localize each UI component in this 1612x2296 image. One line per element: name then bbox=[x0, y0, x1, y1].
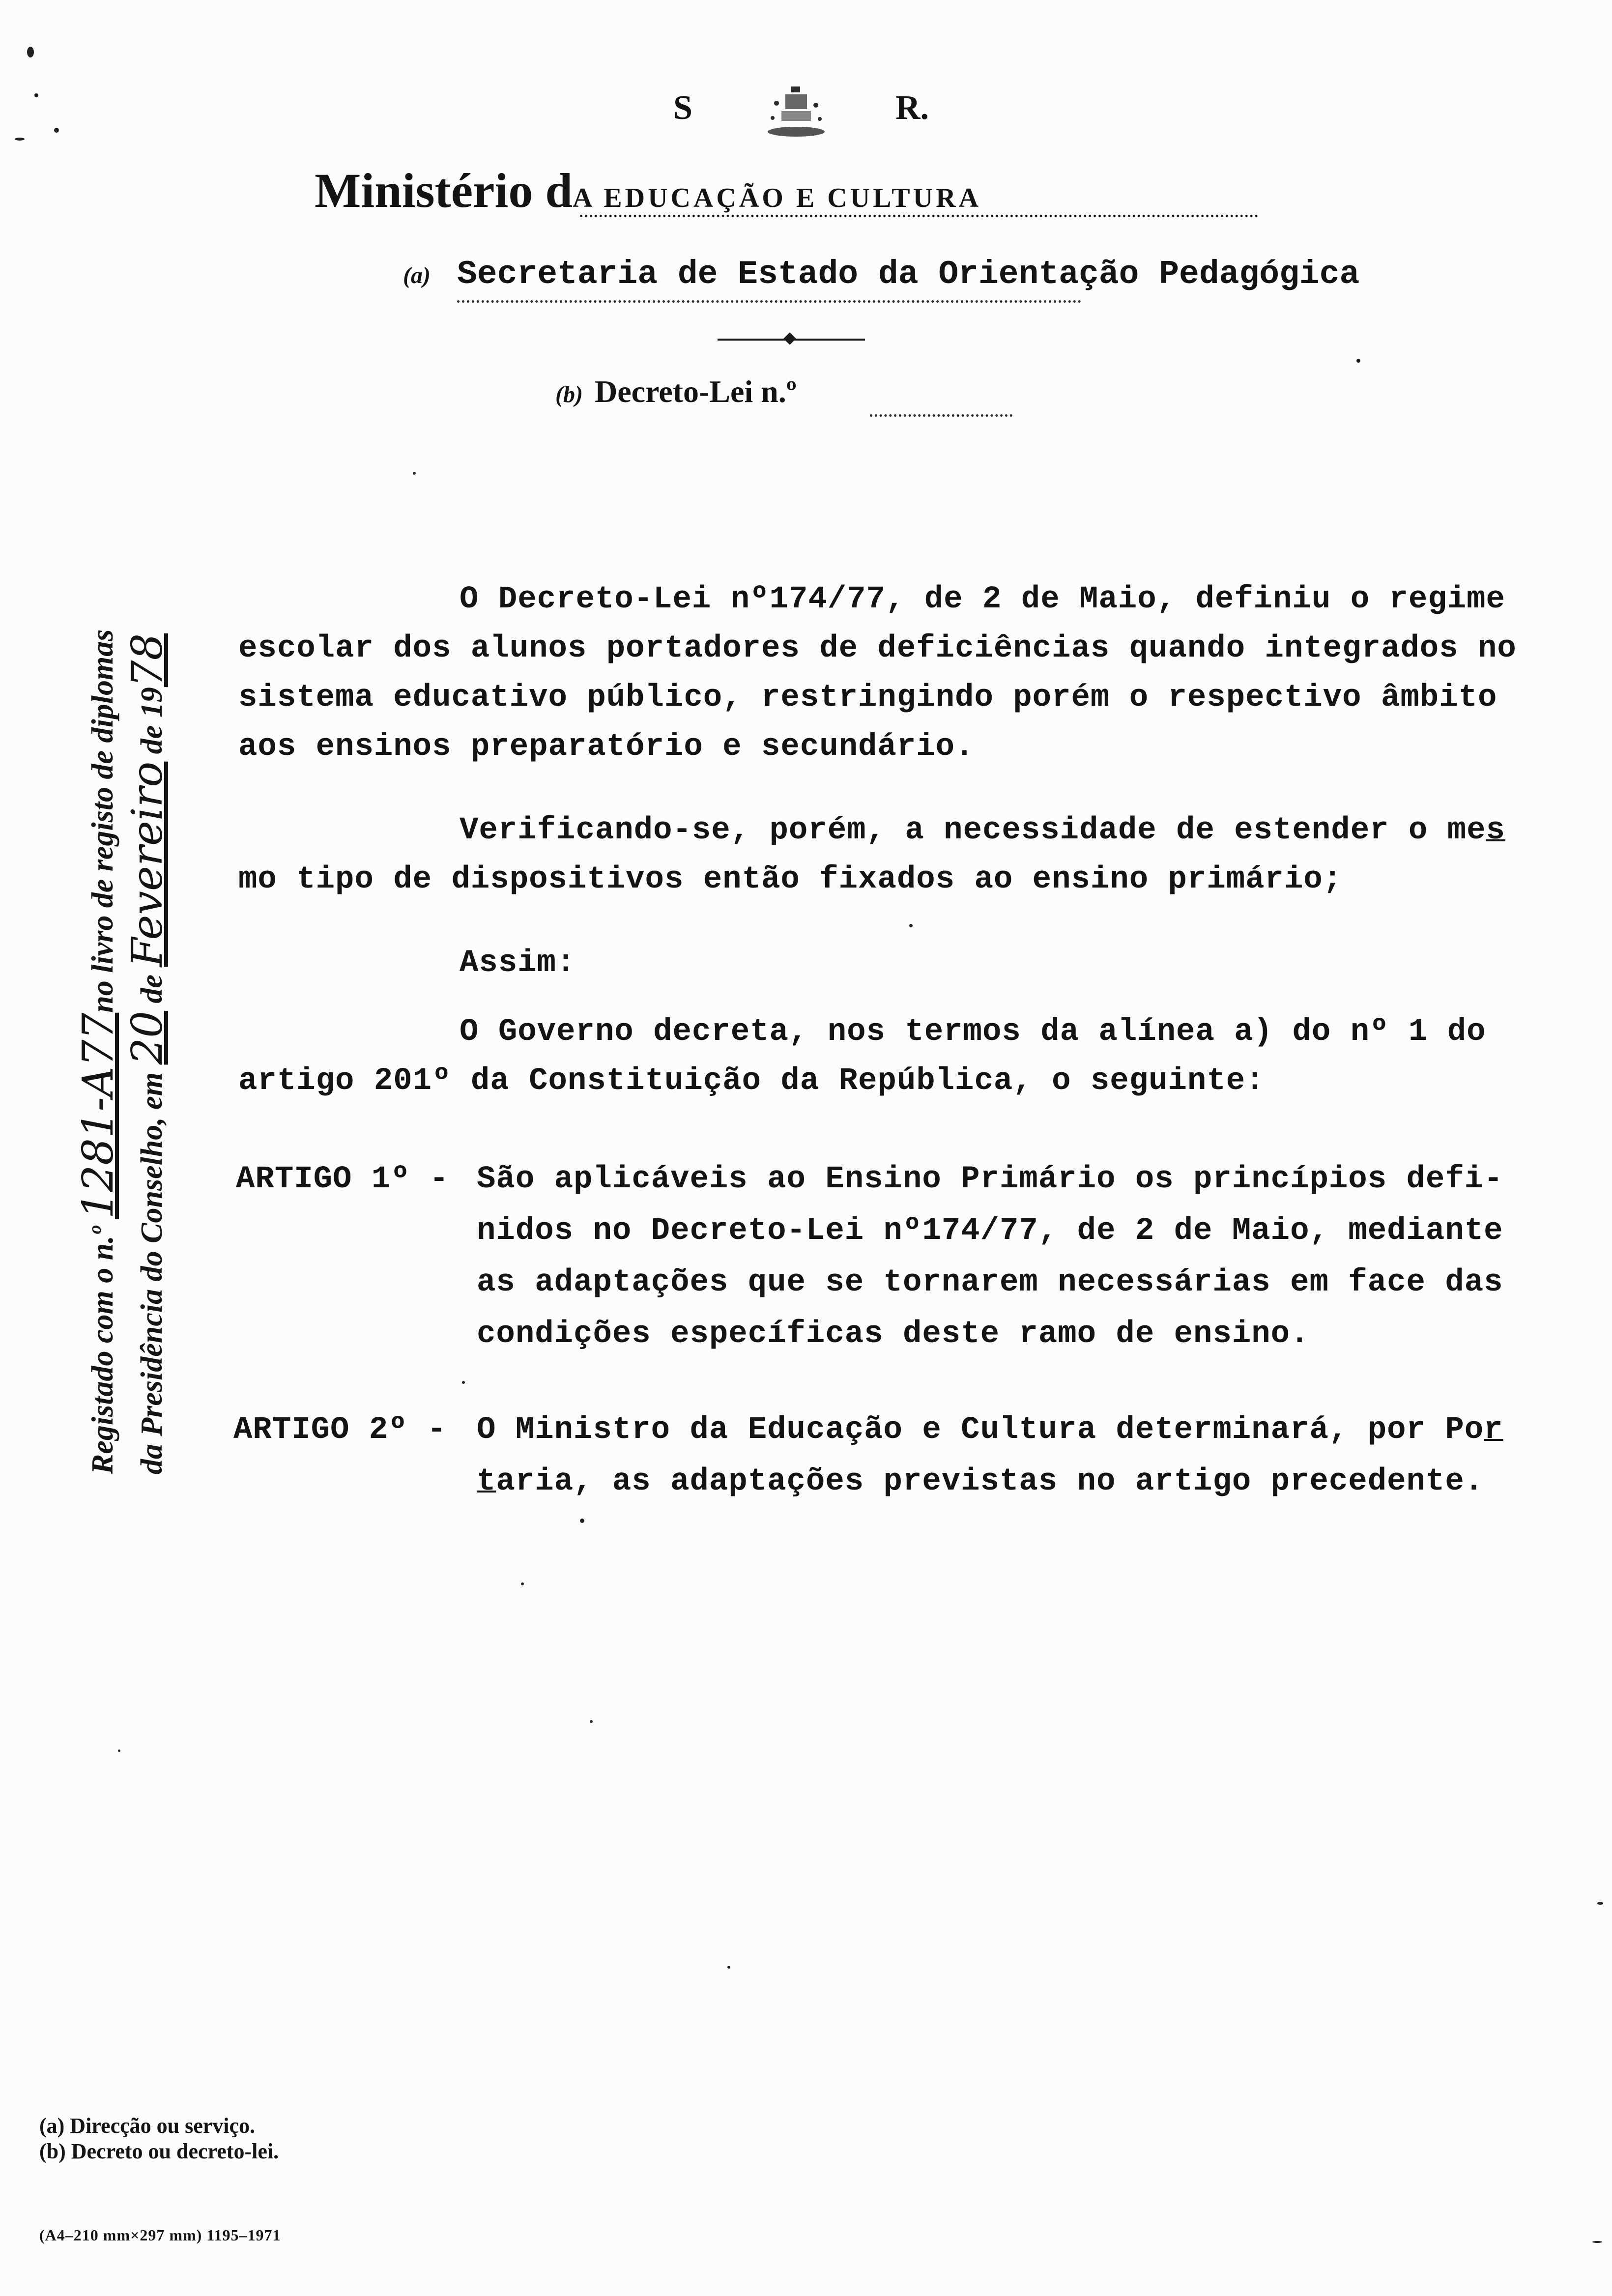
artigo2-line2-text: aria, as adaptações previstas no artigo precedente. bbox=[496, 1464, 1484, 1499]
para1-line3: sistema educativo público, restringindo porém o respectivo âmbito bbox=[238, 680, 1497, 716]
secretaria-dotted-line bbox=[457, 300, 1081, 303]
para1-line1: O Decreto-Lei nº174/77, de 2 de Maio, definiu o regime bbox=[460, 582, 1505, 617]
decreto-line bbox=[555, 373, 1027, 423]
secretaria-line bbox=[403, 256, 1435, 305]
decreto-number-blank bbox=[870, 414, 1012, 417]
para3-line1: O Governo decreta, nos termos da alínea a) do nº 1 do bbox=[460, 1014, 1486, 1050]
para2-line1 bbox=[460, 806, 1505, 855]
registration-year-prefix: de 19 bbox=[135, 687, 169, 754]
artigo2-line2-underlined: t bbox=[477, 1464, 496, 1499]
secretaria-name: Secretaria de Estado da Orientação Pedagógica bbox=[457, 256, 1360, 293]
registration-line1 bbox=[74, 630, 123, 1474]
para2-line2: mo tipo de dispositivos então fixados ao ensino primário; bbox=[238, 862, 1343, 897]
para1-line4: aos ensinos preparatório e secundário. bbox=[238, 729, 975, 765]
para1-line2: escolar dos alunos portadores de deficiências quando integrados no bbox=[238, 631, 1517, 666]
para3-line2: artigo 201º da Constituição da República, o seguinte: bbox=[238, 1063, 1265, 1099]
header-initials bbox=[673, 84, 929, 143]
footnote-b: (b) Decreto ou decreto-lei. bbox=[39, 2139, 279, 2163]
registration-date-prefix: da Presidência do Conselho, em bbox=[135, 1072, 169, 1474]
para2-line1-underlined: s bbox=[1486, 813, 1505, 848]
registration-line2 bbox=[123, 633, 172, 1474]
coat-of-arms-icon bbox=[762, 84, 831, 143]
artigo1-line2: nidos no Decreto-Lei nº174/77, de 2 de Maio, mediante bbox=[477, 1213, 1503, 1249]
header-letter-r: R. bbox=[895, 89, 929, 127]
registration-month: Fevereiro bbox=[123, 761, 172, 967]
registration-prefix: Registado com o n.º bbox=[86, 1226, 119, 1474]
divider-ornament bbox=[718, 334, 865, 344]
ministry-lead: Ministério d bbox=[315, 163, 573, 218]
artigo1-line3: as adaptações que se tornarem necessárias em face das bbox=[477, 1265, 1503, 1300]
artigo1-line4: condições específicas deste ramo de ensino. bbox=[477, 1317, 1310, 1352]
para2-line1-text: Verificando-se, porém, a necessidade de estender o me bbox=[460, 813, 1486, 848]
artigo1-line1: São aplicáveis ao Ensino Primário os princípios defi- bbox=[477, 1162, 1503, 1197]
diamond-icon bbox=[783, 332, 796, 344]
registration-margin-note bbox=[74, 541, 197, 1474]
ministry-dotted-line bbox=[580, 215, 1258, 217]
ministry-name: A EDUCAÇÃO E CULTURA bbox=[572, 183, 981, 213]
registration-suffix: no livro de registo de diplomas bbox=[86, 629, 119, 1013]
assim-line: Assim: bbox=[460, 946, 576, 981]
artigo2-line1-underlined: r bbox=[1484, 1412, 1503, 1448]
decreto-marker: (b) bbox=[555, 381, 583, 407]
artigo2-label: ARTIGO 2º - bbox=[233, 1412, 447, 1448]
artigo2-line1 bbox=[477, 1406, 1503, 1455]
header-letter-s: S bbox=[673, 89, 694, 127]
artigo2-line1-text: O Ministro da Educação e Cultura determinará, por Po bbox=[477, 1412, 1484, 1448]
paper-format-note: (A4–210 mm×297 mm) 1195–1971 bbox=[39, 2226, 281, 2244]
secretaria-marker: (a) bbox=[403, 262, 431, 288]
registration-number: 1281-A77 bbox=[74, 1012, 123, 1219]
registration-year: 78 bbox=[123, 633, 172, 688]
footnote-a: (a) Direcção ou serviço. bbox=[39, 2114, 256, 2138]
ministry-title bbox=[315, 162, 1258, 226]
artigo2-line2 bbox=[477, 1457, 1484, 1506]
registration-day: 20 bbox=[123, 1011, 172, 1065]
artigo1-label: ARTIGO 1º - bbox=[236, 1162, 449, 1197]
registration-de: de bbox=[135, 974, 169, 1004]
decreto-label: Decreto-Lei n.º bbox=[594, 374, 797, 409]
